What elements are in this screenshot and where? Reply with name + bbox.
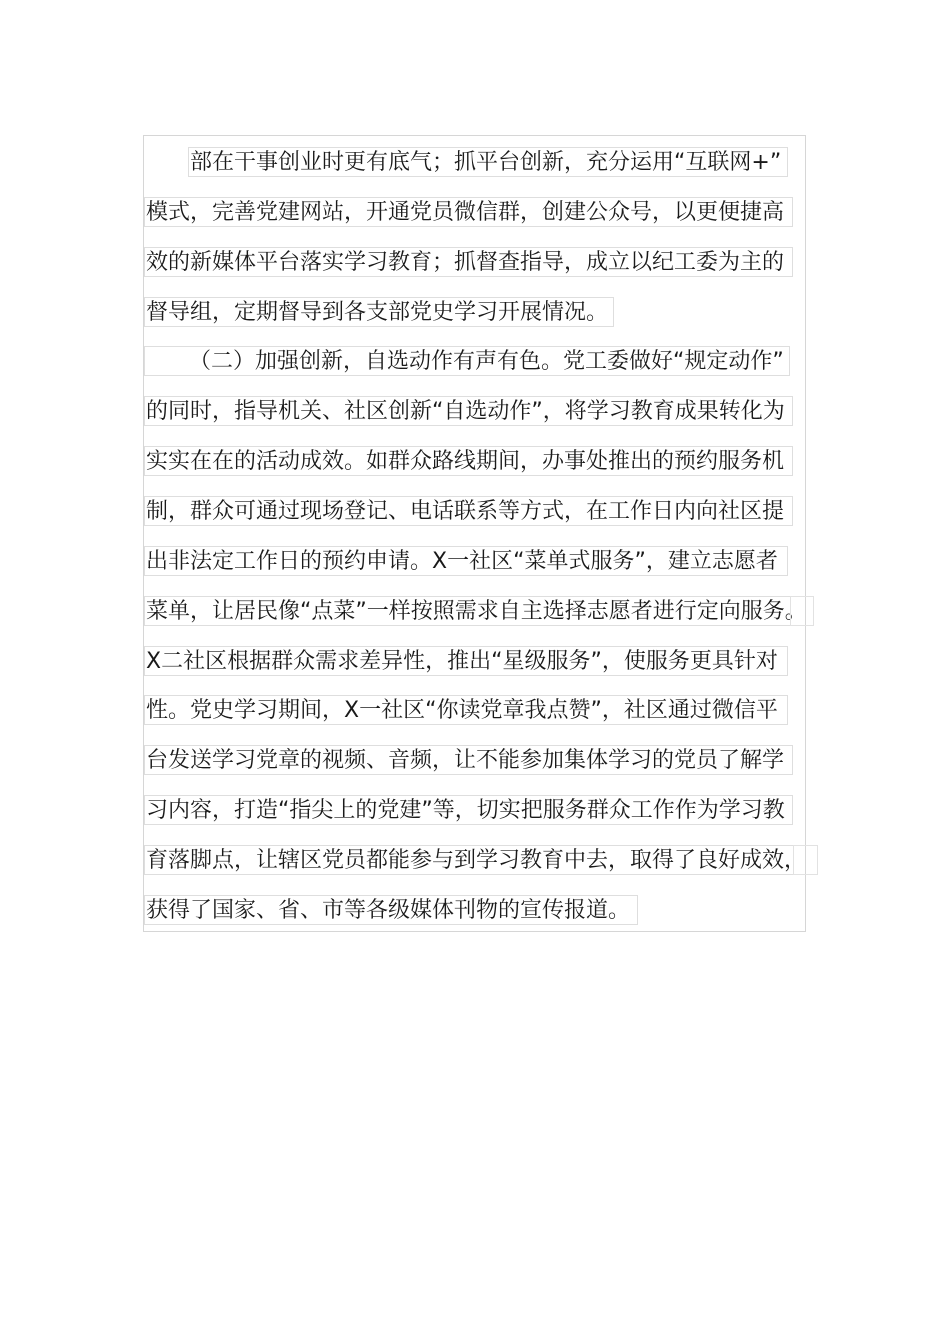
text-line: 实实在在的活动成效。如群众路线期间，办事处推出的预约服务机 bbox=[144, 446, 793, 476]
text-line: 菜单，让居民像“点菜”一样按照需求自主选择志愿者进行定向服务。 bbox=[144, 596, 814, 626]
text-line: 督导组，定期督导到各支部党史学习开展情况。 bbox=[144, 297, 614, 327]
text-line: 出非法定工作日的预约申请。X一社区“菜单式服务”，建立志愿者 bbox=[144, 546, 788, 576]
text-line: 育落脚点，让辖区党员都能参与到学习教育中去，取得了良好成效， bbox=[144, 845, 818, 875]
text-line: X二社区根据群众需求差异性，推出“星级服务”，使服务更具针对 bbox=[144, 646, 788, 676]
text-line: 习内容，打造“指尖上的党建”等，切实把服务群众工作作为学习教 bbox=[144, 795, 793, 825]
text-line: 制，群众可通过现场登记、电话联系等方式，在工作日内向社区提 bbox=[144, 496, 793, 526]
text-line: 的同时，指导机关、社区创新“自选动作”，将学习教育成果转化为 bbox=[144, 396, 793, 426]
text-line: 获得了国家、省、市等各级媒体刊物的宣传报道。 bbox=[144, 895, 638, 925]
overflow-glyph-box bbox=[790, 596, 814, 626]
text-line: 效的新媒体平台落实学习教育；抓督查指导，成立以纪工委为主的 bbox=[144, 247, 793, 277]
text-line: 性。党史学习期间，X一社区“你读党章我点赞”，社区通过微信平 bbox=[144, 695, 788, 725]
overflow-glyph-box bbox=[793, 845, 818, 875]
text-line: 模式，完善党建网站，开通党员微信群，创建公众号，以更便捷高 bbox=[144, 197, 793, 227]
text-line: 部在干事创业时更有底气；抓平台创新，充分运用“互联网+” bbox=[188, 147, 788, 177]
text-line: 台发送学习党章的视频、音频，让不能参加集体学习的党员了解学 bbox=[144, 745, 793, 775]
text-line: （二）加强创新，自选动作有声有色。党工委做好“规定动作” bbox=[144, 346, 790, 376]
